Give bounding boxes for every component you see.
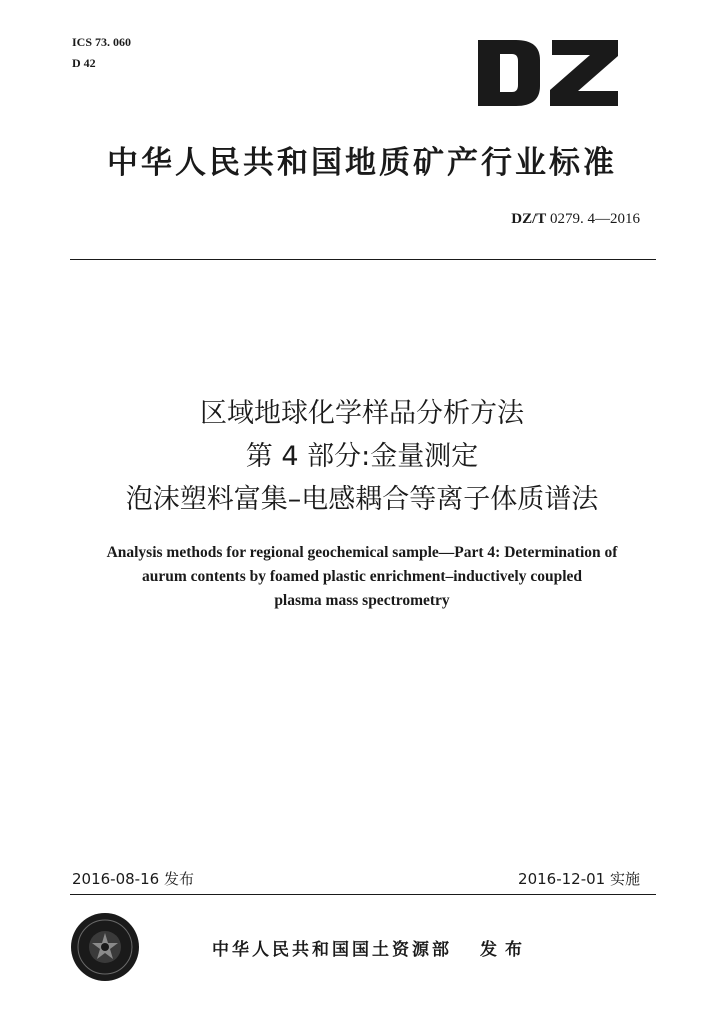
- standard-number: [511, 211, 640, 228]
- bottom-divider: [70, 894, 656, 895]
- chinese-title-line: 泡沫塑料富集–电感耦合等离子体质谱法: [125, 484, 599, 515]
- dz-logo: [476, 38, 620, 108]
- english-title-line: aurum contents by foamed plastic enrichment–inductively coupled: [141, 568, 583, 585]
- chinese-title: [0, 392, 724, 521]
- standard-code: 0279. 4—2016: [550, 211, 640, 227]
- english-title: [0, 541, 724, 613]
- issue-date: 2016-08-16 发布: [72, 870, 194, 888]
- issuing-ministry: 中华人民共和国国土资源部: [212, 940, 452, 960]
- implementation-date: 2016-12-01 实施: [518, 870, 640, 888]
- english-title-line: plasma mass spectrometry: [274, 592, 450, 609]
- chinese-title-line: 区域地球化学样品分析方法: [200, 398, 524, 429]
- chinese-title-line: 第 4 部分:金量测定: [245, 441, 479, 472]
- standard-prefix: DZ/T: [511, 211, 547, 227]
- classification-block: [72, 32, 131, 74]
- issuing-body-title: 中华人民共和国地质矿产行业标准: [107, 145, 617, 181]
- ccs-code: D 42: [72, 56, 96, 70]
- top-divider: [70, 259, 656, 260]
- issue-label: 发布: [480, 940, 530, 960]
- ministry-seal-icon: [70, 912, 140, 982]
- english-title-line: Analysis methods for regional geochemical sample—Part 4: Determination of: [106, 544, 618, 561]
- ics-code: ICS 73. 060: [72, 35, 132, 49]
